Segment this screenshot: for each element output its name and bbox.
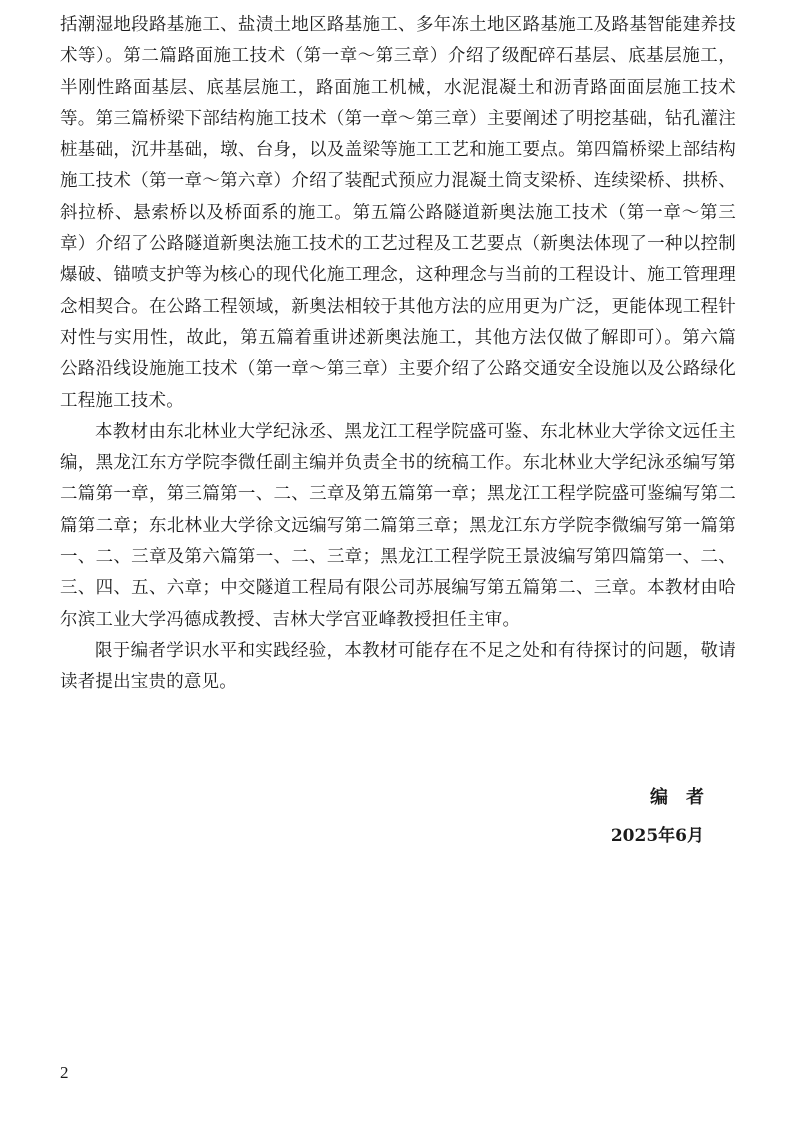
document-body [60,10,736,699]
signature-date: 2025年6月 [610,826,704,846]
paragraph-authors: 本教材由东北林业大学纪泳丞、黑龙江工程学院盛可鉴、东北林业大学徐文远任主编，黑龙江东方学院李微任副主编并负责全书的统稿工作。东北林业大学纪泳丞编写第二篇第一章，第三篇第一、二、三章及第五篇第一章；黑龙江工程学院盛可鉴编写第二篇第二章；东北林业大学徐文远编写第二篇第三章；黑龙江东方学院李微编写第一篇第一、二、三章及第六篇第一、二、三章；黑龙江工程学院王景波编写第四篇第一、二、三、四、五、六章；中交隧道工程局有限公司苏展编写第五篇第二、三章。本教材由哈尔滨工业大学冯德成教授、吉林大学宫亚峰教授担任主审。 [60,421,736,630]
signature-author: 编者 [650,787,722,808]
signature-block [610,782,722,852]
paragraph-continued: 括潮湿地段路基施工、盐渍土地区路基施工、多年冻土地区路基施工及路基智能建养技术等）。第二篇路面施工技术（第一章～第三章）介绍了级配碎石基层、底基层施工，半刚性路面基层、底基层施工，路面施工机械，水泥混凝土和沥青路面面层施工技术等。第三篇桥梁下部结构施工技术（第一章～第三章）主要阐述了明挖基础，钻孔灌注桩基础，沉井基础，墩、台身，以及盖梁等施工工艺和施工要点。第四篇桥梁上部结构施工技术（第一章～第六章）介绍了装配式预应力混凝土筒支梁桥、连续梁桥、拱桥、斜拉桥、悬索桥以及桥面系的施工。第五篇公路隧道新奥法施工技术（第一章～第三章）介绍了公路隧道新奥法施工技术的工艺过程及工艺要点（新奥法体现了一种以控制爆破、锚喷支护等为核心的现代化施工理念，这种理念与当前的工程设计、施工管理理念相契合。在公路工程领域，新奥法相较于其他方法的应用更为广泛，更能体现工程针对性与实用性，故此，第五篇着重讲述新奥法施工，其他方法仅做了解即可）。第六篇公路沿线设施施工技术（第一章～第三章）主要介绍了公路交通安全设施以及公路绿化工程施工技术。 [60,15,736,411]
page-number: 2 [60,1063,69,1082]
paragraph-closing: 限于编者学识水平和实践经验，本教材可能存在不足之处和有待探讨的问题，敬请读者提出宝贵的意见。 [60,640,736,693]
